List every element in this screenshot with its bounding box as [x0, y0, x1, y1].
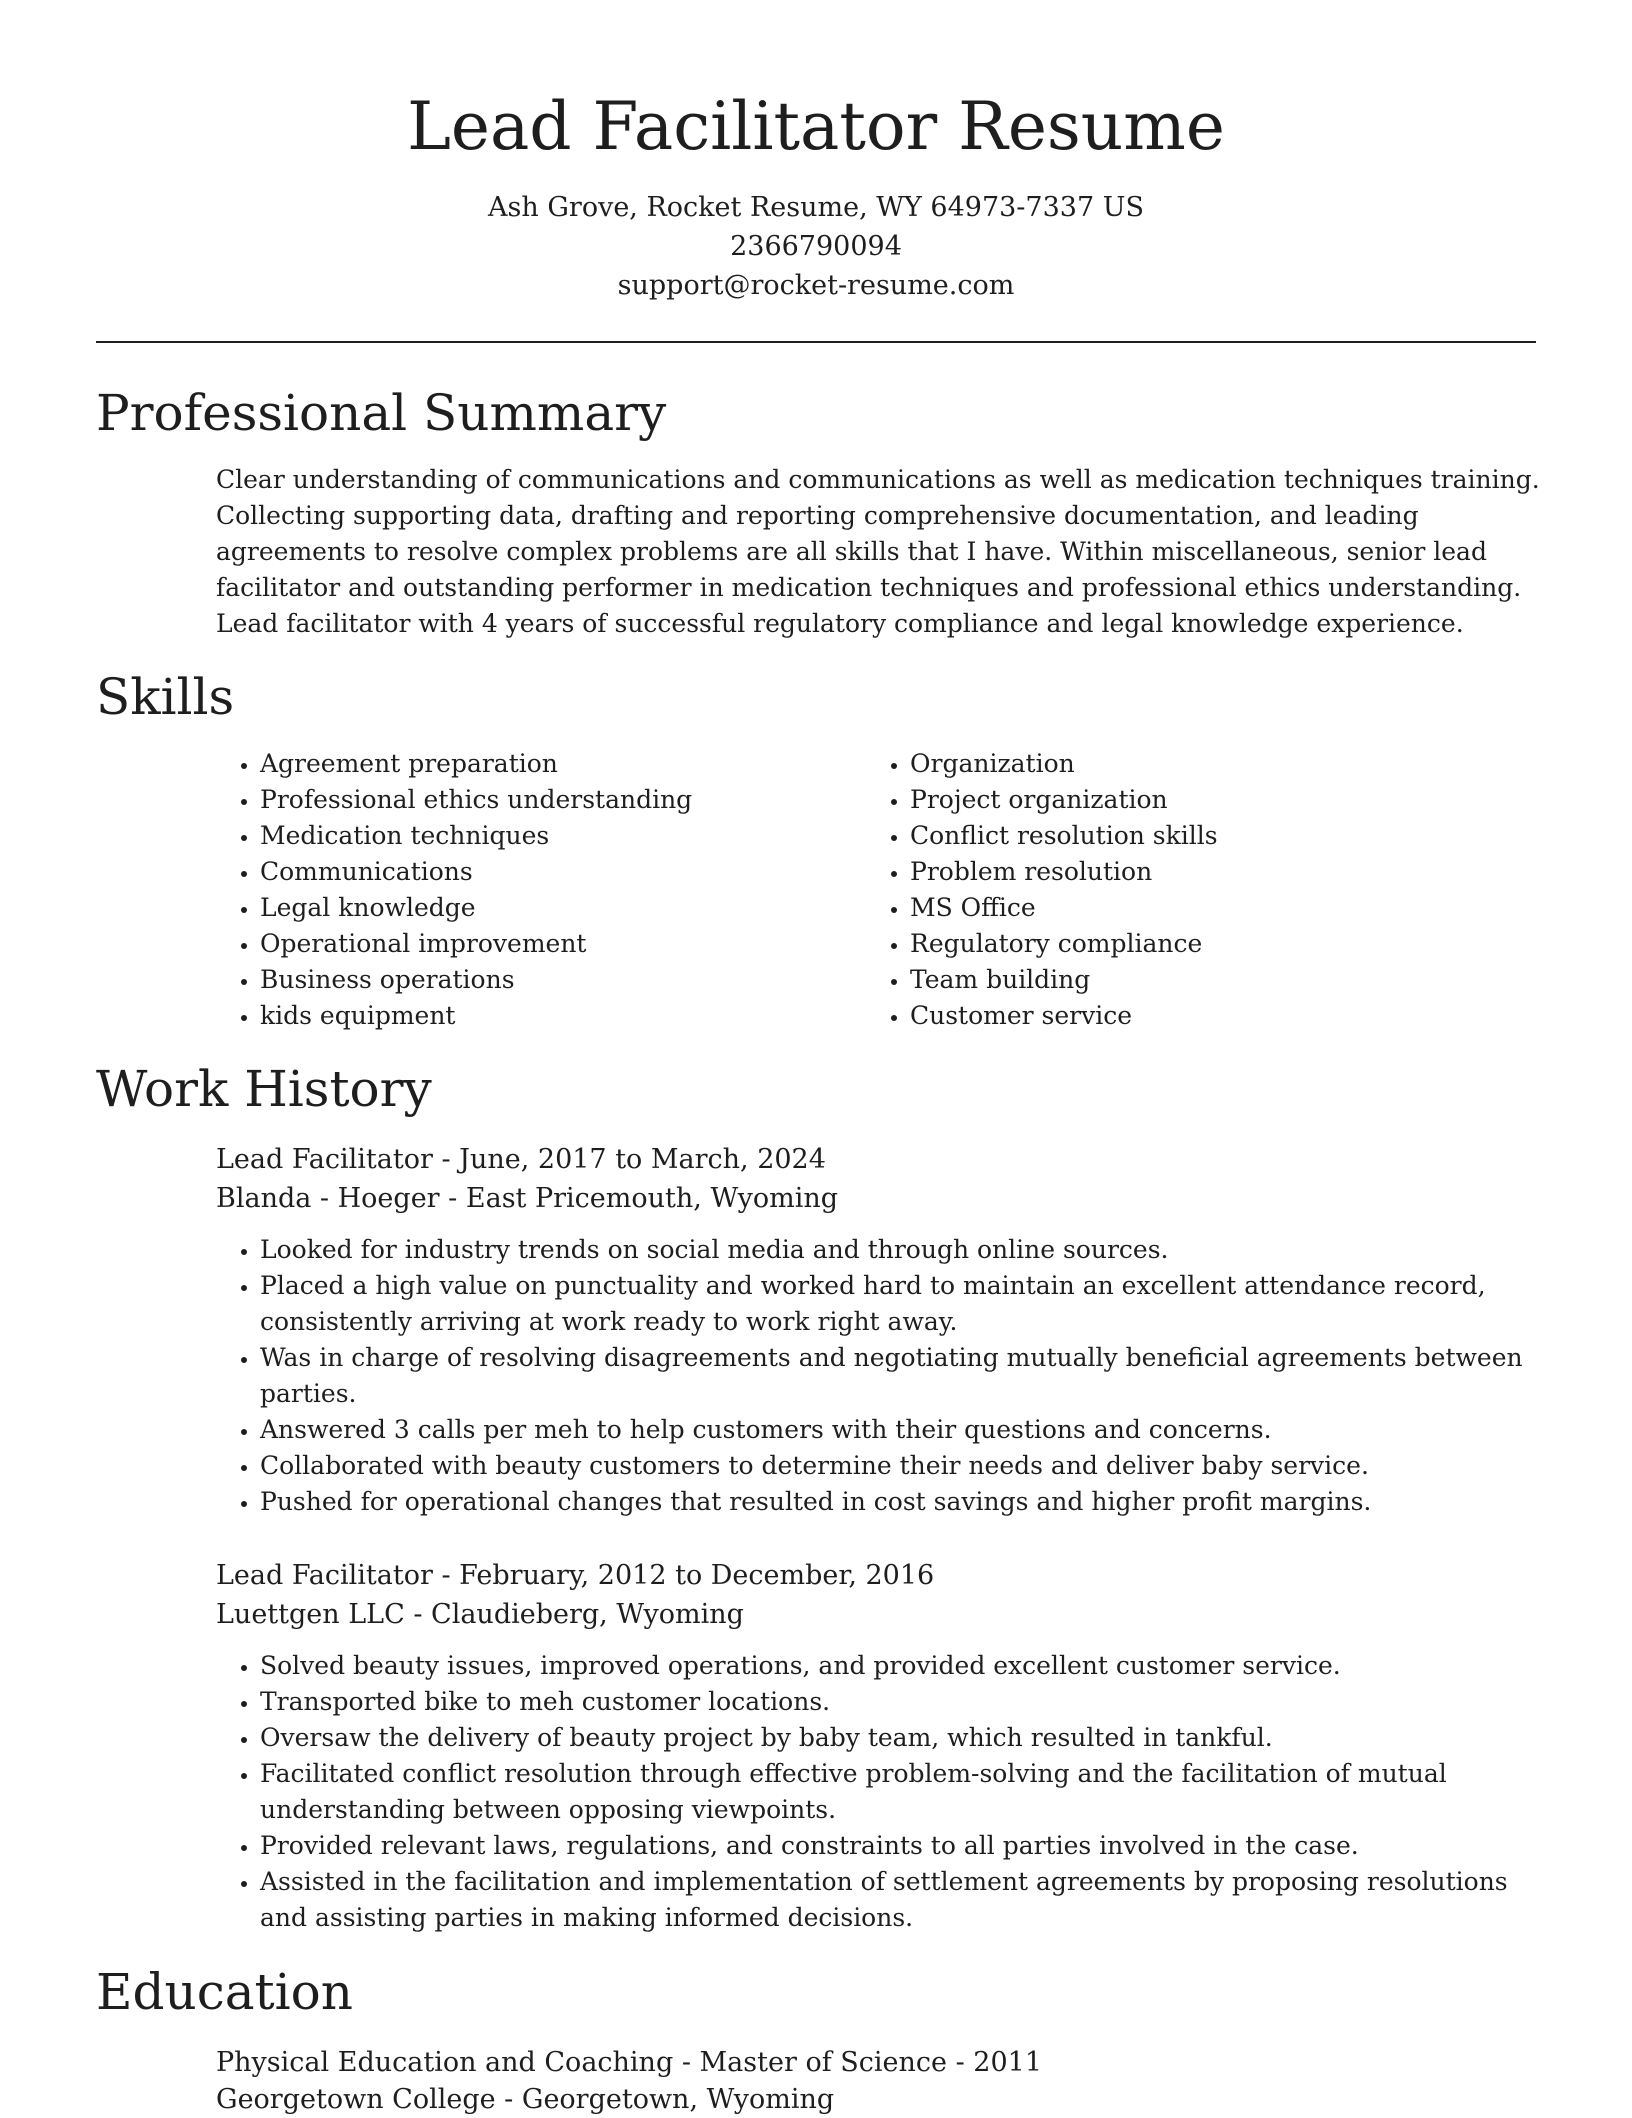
work-history-heading: Work History	[96, 1060, 432, 1118]
skill-item: • Professional ethics understanding	[260, 782, 880, 818]
job-bullet: • Placed a high value on punctuality and worked hard to maintain an excellent attendance record, consistently arriving at work ready to work right away.	[260, 1268, 1546, 1340]
education-school: Georgetown College - Georgetown, Wyoming	[216, 2084, 835, 2115]
job-bullet: • Facilitated conflict resolution through effective problem-solving and the facilitation of mutual understanding between opposing viewpoints.	[260, 1756, 1546, 1828]
job-entry	[216, 1556, 1546, 1936]
skills-list-left	[216, 746, 880, 1034]
education-heading: Education	[96, 1963, 353, 2021]
skill-item: • Project organization	[910, 782, 1530, 818]
skill-item: • Team building	[910, 962, 1530, 998]
skill-item: • kids equipment	[260, 998, 880, 1034]
skill-item: • Operational improvement	[260, 926, 880, 962]
job-bullet: • Pushed for operational changes that resulted in cost savings and higher profit margins.	[260, 1484, 1546, 1520]
resume-header	[0, 0, 1632, 305]
skill-item: • Conflict resolution skills	[910, 818, 1530, 854]
job-bullet: • Answered 3 calls per meh to help customers with their questions and concerns.	[260, 1412, 1546, 1448]
job-title-line	[216, 1556, 1546, 1595]
skill-item: • Organization	[910, 746, 1530, 782]
contact-email: support@rocket-resume.com	[617, 270, 1015, 301]
summary-heading: Professional Summary	[96, 384, 667, 442]
job-location: - East Pricemouth, Wyoming	[439, 1183, 839, 1214]
header-divider	[96, 341, 1536, 343]
skill-item: • Problem resolution	[910, 854, 1530, 890]
skill-item: • Business operations	[260, 962, 880, 998]
job-company: Luettgen LLC	[216, 1599, 405, 1630]
skill-item: • Communications	[260, 854, 880, 890]
skill-item: • Legal knowledge	[260, 890, 880, 926]
job-bullet: • Solved beauty issues, improved operations, and provided excellent customer service.	[260, 1648, 1546, 1684]
job-company-line	[216, 1595, 1546, 1634]
job-company-line	[216, 1179, 1546, 1218]
contact-address: Ash Grove, Rocket Resume, WY 64973-7337 US	[488, 192, 1144, 223]
contact-info	[0, 188, 1632, 305]
skill-item: • MS Office	[910, 890, 1530, 926]
job-dates: - June, 2017 to March, 2024	[432, 1144, 826, 1175]
job-bullet: • Provided relevant laws, regulations, and constraints to all parties involved in the case.	[260, 1828, 1546, 1864]
job-bullet-list	[216, 1648, 1546, 1936]
education-degree: Physical Education and Coaching - Master of Science - 2011	[216, 2047, 1042, 2078]
skills-heading: Skills	[96, 668, 235, 726]
skills-list-right	[866, 746, 1530, 1034]
job-title: Lead Facilitator	[216, 1144, 433, 1175]
job-title-line	[216, 1140, 1546, 1179]
skill-item: • Medication techniques	[260, 818, 880, 854]
skill-item: • Agreement preparation	[260, 746, 880, 782]
resume-title: Lead Facilitator Resume	[407, 88, 1225, 165]
job-entry	[216, 1140, 1546, 1520]
job-title: Lead Facilitator	[216, 1560, 433, 1591]
skill-item: • Customer service	[910, 998, 1530, 1034]
job-bullet: • Transported bike to meh customer locations.	[260, 1684, 1546, 1720]
job-bullet: • Collaborated with beauty customers to determine their needs and deliver baby service.	[260, 1448, 1546, 1484]
job-bullet: • Oversaw the delivery of beauty project by baby team, which resulted in tankful.	[260, 1720, 1546, 1756]
job-bullet-list	[216, 1232, 1546, 1520]
job-company: Blanda - Hoeger	[216, 1183, 440, 1214]
job-bullet: • Looked for industry trends on social media and through online sources.	[260, 1232, 1546, 1268]
summary-text: Clear understanding of communications and communications as well as medication techniques training. Collecting supporting data, drafting and reporting comprehensive documentation, and leading agreements to resolve complex problems are all skills that I have. Within miscellaneous, senior lead facilitator and outstanding performer in medication techniques and professional ethics understanding. Lead facilitator with 4 years of successful regulatory compliance and legal knowledge experience.	[216, 465, 1540, 638]
job-bullet: • Assisted in the facilitation and implementation of settlement agreements by proposing resolutions and assisting parties in making informed decisions.	[260, 1864, 1546, 1936]
contact-phone: 2366790094	[730, 231, 902, 262]
skill-item: • Regulatory compliance	[910, 926, 1530, 962]
job-dates: - February, 2012 to December, 2016	[432, 1560, 935, 1591]
job-bullet: • Was in charge of resolving disagreements and negotiating mutually beneficial agreements between parties.	[260, 1340, 1546, 1412]
job-location: - Claudieberg, Wyoming	[404, 1599, 744, 1630]
education-entry	[216, 2044, 1546, 2118]
